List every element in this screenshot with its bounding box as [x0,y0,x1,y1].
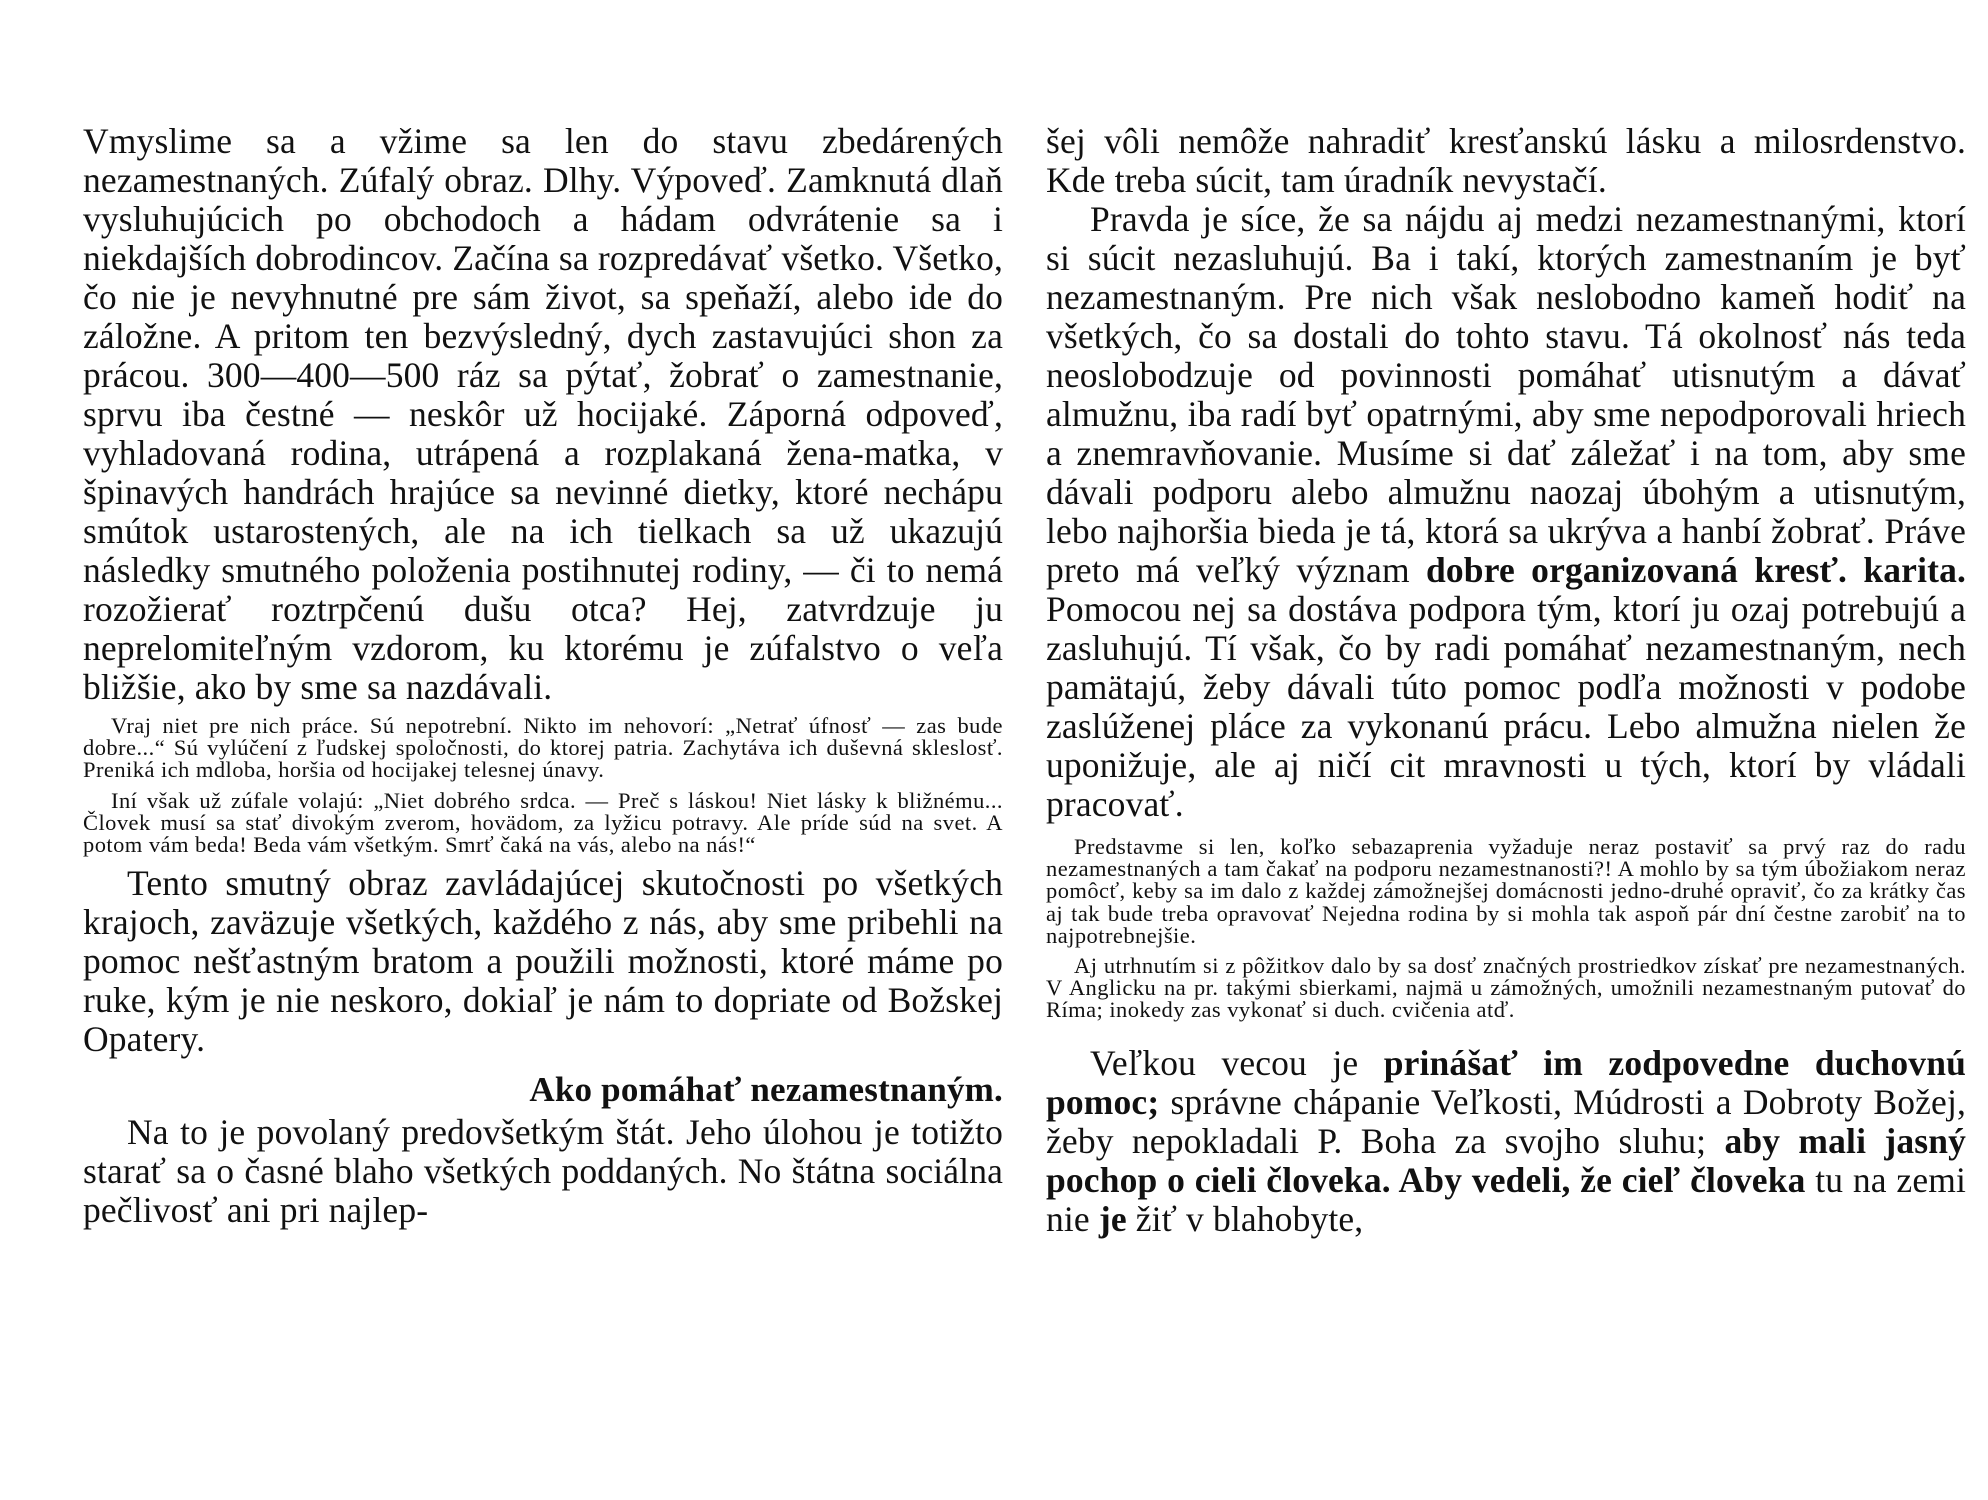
right-paragraph-2-bold: dobre organizovaná kresť. karita. [1426,550,1966,590]
left-page-column [83,122,1003,1230]
left-small-paragraph-2: Iní však už zúfale volajú: „Niet dobrého srdca. — Preč s láskou! Niet lásky k bližnému... Človek musí sa stať divokým zverom, hovädom, za lyžicu potravy. Ale príde súd na svet. A potom vám beda! Beda vám všetkým. Smrť čaká na vás, alebo na nás!“ [83,787,1003,858]
right-small-paragraph-2: Aj utrhnutím si z pôžitkov dalo by sa dosť značných prostriedkov získať pre nezamestnaných. V Anglicku na pr. takými sbierkami, najmä u zámožných, umožnili nezamestnaným putovať do Ríma; inokedy zas vykonať si duch. cvičenia atď. [1046,953,1966,1023]
left-paragraph-2: Tento smutný obraz zavládajúcej skutočnosti po všetkých krajoch, zaväzuje všetkých, každého z nás, aby sme pribehli na pomoc nešťastným bratom a použili možnosti, ktoré máme po ruke, kým je nie neskoro, dokiaľ je nám to dopriate od Božskej Opatery. [83,863,1003,1060]
right-paragraph-3-bold-3: je [1098,1198,1127,1239]
left-paragraph-1: Vmyslime sa a vžime sa len do stavu zbedárených nezamestnaných. Zúfalý obraz. Dlhy. Výpoveď. Zamknutá dlaň vysluhujúcich po obchodoch a hádam odvrátenie sa i niekdajších dobrodincov. Začína sa rozpredávať všetko. Všetko, čo nie je nevyhnutné pre sám život, sa speňaží, alebo ide do záložne. A pritom ten bezvýsledný, dych zastavujúci shon za prácou. 300—400—500 ráz sa pýtať, žobrať o zamestnanie, sprvu iba čestné — neskôr už hocijaké. Záporná odpoveď, vyhladovaná rodina, utrápená a rozplakaná žena-matka, v špinavých handrách hrajúce sa nevinné dietky, ktoré nechápu smútok ustarostených, ale na ich tielkach sa už ukazujú následky smutného položenia postihnutej rodiny, — či to nemá rozožierať roztrpčenú dušu otca? Hej, zatvrdzuje ju neprelomiteľným vzdorom, ku ktorému je zúfalstvo o veľa bližšie, ako by sme sa nazdávali. [83,121,1003,707]
right-paragraph-3 [1046,1044,1966,1239]
right-paragraph-3-bold-2: aby mali jasný pochop o cieli človeka. Aby vedeli, že cieľ človeka [1046,1120,1966,1200]
right-small-paragraph-1: Predstavme si len, koľko sebazaprenia vyžaduje neraz postaviť sa prvý raz do radu nezamestnaných a tam čakať na podporu nezamestnanosti?! A mohlo by sa tým úbožiakom neraz pomôcť, keby sa im dalo z každej zámožnejšej domácnosti jedno-druhé opraviť, čo za krátky čas aj tak bude treba opravovať Nejedna rodina by si mohla tak aspoň pár dní čestne zarobiť na to najpotrebnejšie. [1046,834,1966,948]
right-paragraph-1: šej vôli nemôže nahradiť kresťanskú lásku a milosrdenstvo. Kde treba súcit, tam úradník nevystačí. [1046,121,1966,200]
left-paragraph-3: Na to je povolaný predovšetkým štát. Jeho úlohou je totižto starať sa o časné blaho všetkých poddaných. No štátna sociálna pečlivosť ani pri najlep- [83,1112,1003,1231]
right-paragraph-2 [1046,200,1966,824]
right-paragraph-2-text-b: Pomocou nej sa dostáva podpora tým, ktorí ju ozaj potrebujú a zasluhujú. Tí však, čo by radi pomáhať nezamestnaným, nech pamätajú, žeby dávali túto pomoc podľa možnosti v podobe zaslúženej pláce za vykonanú prácu. Lebo almužna nielen že uponižuje, ale aj ničí cit mravnosti u tých, ktorí by vládali pracovať. [1046,589,1966,824]
section-heading: Ako pomáhať nezamestnaným. [529,1070,1003,1110]
right-paragraph-3-text-d: žiť v blahobyte, [1126,1198,1364,1239]
right-paragraph-3-text-b: správne chápanie Veľkosti, Múdrosti a Dobroty Božej, žeby nepokladali P. Boha za svojho sluhu; [1046,1081,1966,1161]
right-paragraph-3-text-a: Veľkou vecou je [1090,1042,1384,1083]
right-paragraph-2-text-a: Pravda je síce, že sa nájdu aj medzi nezamestnanými, ktorí si súcit nezasluhujú. Ba i takí, ktorých zamestnaním je byť nezamestnaným. Pre nich však neslobodno kameň hodiť na všetkých, čo sa dostali do tohto stavu. Tá okolnosť nás teda neoslobodzuje od povinnosti pomáhať utisnutým a dávať almužnu, iba radí byť opatrnými, aby sme nepodporovali hriech a znemravňovanie. Musíme si dať záležať i na tom, aby sme dávali podporu alebo almužnu naozaj úbohým a utisnutým, lebo najhoršia bieda je tá, ktorá sa ukrýva a hanbí žobrať. Práve preto má veľký význam [1046,199,1966,590]
left-small-paragraph-1: Vraj niet pre nich práce. Sú nepotrební. Nikto im nehovorí: „Netrať úfnosť — zas bude dobre...“ Sú vylúčení z ľudskej spoločnosti, do ktorej patria. Zachytáva ich duševná skleslosť. Preniká ich mdloba, horšia od hocijakej telesnej únavy. [83,713,1003,783]
right-paragraph-3-bold-1: prinášať im zodpovedne duchovnú pomoc; [1046,1042,1966,1122]
right-paragraph-3-text-c: tu na zemi nie [1046,1159,1966,1239]
right-page-column [1046,122,1966,1239]
